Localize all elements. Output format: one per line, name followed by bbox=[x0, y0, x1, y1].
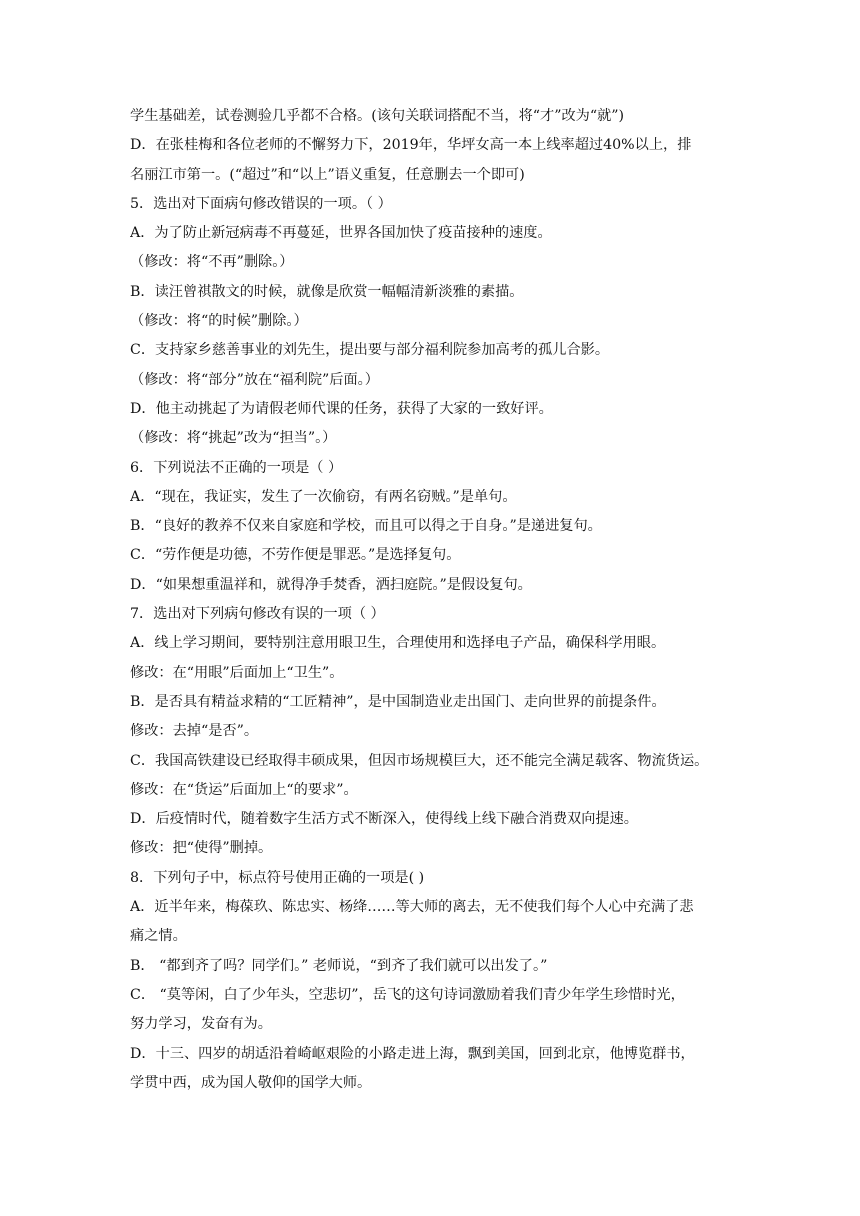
option-line: A．“现在，我证实，发生了一次偷窃，有两名窃贼。”是单句。 bbox=[130, 488, 517, 505]
text-line: （修改：将“挑起”改为“担当”。） bbox=[130, 430, 337, 447]
document-body bbox=[130, 102, 730, 1098]
text-line: 名丽江市第一。(“超过”和“以上”语义重复，任意删去一个即可) bbox=[130, 166, 525, 183]
text-line: （修改：将“的时候”删除。） bbox=[130, 313, 308, 330]
option-line: D．十三、四岁的胡适沿着崎岖艰险的小路走进上海，飘到美国，回到北京，他博览群书， bbox=[130, 1045, 695, 1062]
option-line: B．是否具有精益求精的“工匠精神”，是中国制造业走出国门、走向世界的前提条件。 bbox=[130, 693, 666, 710]
text-line: （修改：将“不再”删除。） bbox=[130, 254, 294, 271]
question-heading: 8．下列句子中，标点符号使用正确的一项是( ) bbox=[130, 869, 425, 886]
text-line: 学生基础差，试卷测验几乎都不合格。(该句关联词搭配不当，将“才”改为“就”) bbox=[130, 108, 625, 124]
text-line: 修改：把“使得”删掉。 bbox=[130, 840, 273, 857]
option-line: B．“良好的教养不仅来自家庭和学校，而且可以得之于自身。”是递进复句。 bbox=[130, 518, 602, 535]
question-heading: 5．选出对下面病句修改错误的一项。（ ） bbox=[130, 195, 392, 212]
option-line: D．他主动挑起了为请假老师代课的任务，获得了大家的一致好评。 bbox=[130, 400, 553, 417]
text-line: 修改：去掉“是否”。 bbox=[130, 723, 259, 740]
option-line: C．“劳作便是功德，不劳作便是罪恶。”是选择复句。 bbox=[130, 547, 461, 564]
option-line: A．线上学习期间，要特别注意用眼卫生，合理使用和选择电子产品，确保科学用眼。 bbox=[130, 635, 666, 652]
option-line: D．后疫情时代，随着数字生活方式不断深入，使得线上线下融合消费双向提速。 bbox=[130, 811, 638, 828]
option-line: A．为了防止新冠病毒不再蔓延，世界各国加快了疫苗接种的速度。 bbox=[130, 225, 552, 242]
text-line: 努力学习，发奋有为。 bbox=[130, 1016, 272, 1033]
text-line: （修改：将“部分”放在“福利院”后面。） bbox=[130, 371, 379, 388]
question-heading: 7．选出对下列病句修改有误的一项（ ） bbox=[130, 606, 385, 623]
option-line: D．“如果想重温祥和，就得净手焚香，洒扫庭院。”是假设复句。 bbox=[130, 576, 532, 593]
option-line: B．读汪曾祺散文的时候，就像是欣赏一幅幅清新淡雅的素描。 bbox=[130, 283, 524, 300]
text-line: 学贯中西，成为国人敬仰的国学大师。 bbox=[130, 1074, 372, 1091]
option-line: B． “都到齐了吗？同学们。” 老师说，“到齐了我们就可以出发了。” bbox=[130, 957, 548, 974]
text-line: 修改：在“货运”后面加上“的要求”。 bbox=[130, 781, 358, 798]
text-line: D．在张桂梅和各位老师的不懈努力下，2019年，华坪女高一本上线率超过40%以上，排 bbox=[130, 137, 692, 154]
text-line: 痛之情。 bbox=[130, 928, 187, 945]
option-line: A．近半年来，梅葆玖、陈忠实、杨绛……等大师的离去，无不使我们每个人心中充满了悲 bbox=[130, 899, 694, 916]
option-line: C．支持家乡慈善事业的刘先生，提出要与部分福利院参加高考的孤儿合影。 bbox=[130, 342, 610, 359]
option-line: C．我国高铁建设已经取得丰硕成果，但因市场规模巨大，还不能完全满足载客、物流货运。 bbox=[130, 752, 709, 769]
option-line: C． “莫等闲，白了少年头，空悲切”，岳飞的这句诗词激励着我们青少年学生珍惜时光， bbox=[130, 986, 685, 1003]
question-heading: 6．下列说法不正确的一项是（ ） bbox=[130, 459, 343, 476]
text-line: 修改：在“用眼”后面加上“卫生”。 bbox=[130, 664, 344, 681]
